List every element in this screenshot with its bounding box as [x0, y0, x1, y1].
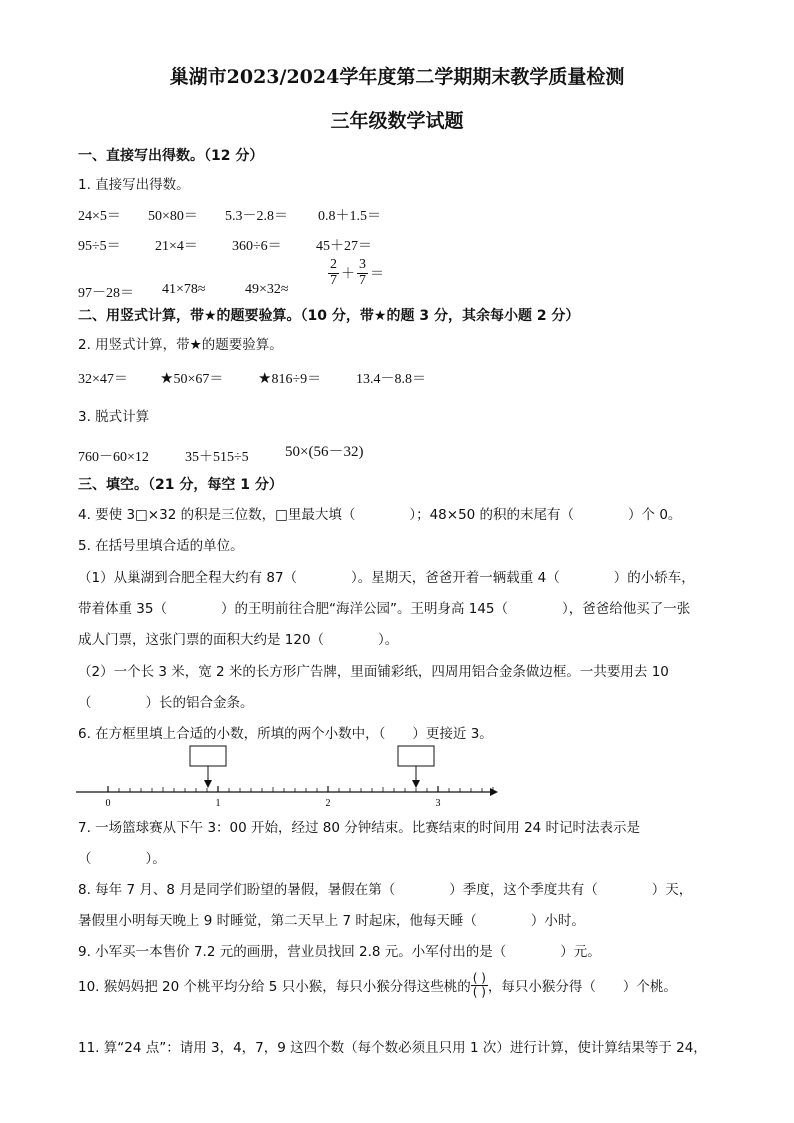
calc-item: 49×32≈ [245, 282, 289, 297]
calc-item: 35＋515÷5 [185, 450, 249, 465]
plus-sign: ＋ [341, 267, 355, 283]
fraction-denominator: 7 [330, 272, 337, 288]
fraction-denominator: 7 [359, 272, 366, 288]
tick-label: 0 [105, 798, 111, 809]
question-5: 5. 在括号里填合适的单位。 [78, 538, 244, 554]
calc-item: 24×5＝ [78, 209, 121, 224]
question-9: 9. 小军买一本售价 7.2 元的画册，营业员找回 2.8 元。小军付出的是（ ）元。 [78, 944, 601, 960]
calc-item: 5.3－2.8＝ [225, 209, 288, 224]
calc-item: 41×78≈ [162, 282, 206, 297]
tick-label: 1 [215, 798, 221, 809]
question-7-line-1: 7. 一场篮球赛从下午 3：00 开始，经过 80 分钟结束。比赛结束的时间用 24 时记时法表示是 [78, 820, 641, 836]
calc-item: 97－28＝ [78, 286, 134, 301]
fraction-a [328, 258, 339, 288]
arrow-right-icon [490, 788, 498, 796]
question-1-label: 1. 直接写出得数。 [78, 177, 190, 193]
section-2-heading: 二、用竖式计算，带★的题要验算。（10 分，带★的题 3 分，其余每小题 2 分） [78, 308, 580, 324]
fraction-numerator: 2 [330, 257, 337, 272]
fraction-denominator: ( ) [472, 984, 486, 999]
calc-item: 21×4＝ [155, 239, 198, 254]
question-5-1-line-1: （1）从巢湖到合肥全程大约有 87（ ）。星期天，爸爸开着一辆载重 4（ ）的小轿车， [78, 570, 695, 586]
fraction-numerator: ( ) [472, 971, 486, 985]
question-8-line-1: 8. 每年 7 月、8 月是同学们盼望的暑假，暑假在第（ ）季度，这个季度共有（ ）天， [78, 882, 693, 898]
question-10-text-b: ，每只小猴分得（ ）个桃。 [487, 979, 677, 996]
calc-item: 50×80＝ [148, 209, 198, 224]
star-icon: ★ [160, 371, 174, 387]
calc-item-starred [160, 368, 223, 388]
question-3-label: 3. 脱式计算 [78, 409, 150, 425]
equals-sign: ＝ [370, 267, 384, 283]
calc-item-starred [258, 368, 321, 388]
arrow-down-icon [204, 780, 212, 788]
calc-item: 45＋27＝ [316, 239, 372, 254]
section-3-heading: 三、填空。（21 分，每空 1 分） [78, 477, 283, 493]
number-line [70, 742, 500, 812]
calc-text: 50×67＝ [173, 372, 224, 387]
calc-item: 50×(56－32) [285, 444, 364, 460]
question-5-1-line-2: 带着体重 35（ ）的王明前往合肥“海洋公园”。王明身高 145（ ），爸爸给他买了一张 [78, 601, 691, 617]
question-5-1-line-3: 成人门票，这张门票的面积大约是 120（ ）。 [78, 632, 399, 648]
question-5-2-line-1: （2）一个长 3 米，宽 2 米的长方形广告牌，里面铺彩纸，四周用铝合金条做边框。一共要用去 10 [78, 664, 669, 680]
calc-item: 95÷5＝ [78, 239, 121, 254]
question-10 [78, 972, 677, 998]
calc-item: 360÷6＝ [232, 239, 282, 254]
calc-text: 816÷9＝ [271, 372, 322, 387]
tick-label: 2 [325, 798, 331, 809]
question-8-line-2: 暑假里小明每天晚上 9 时睡觉，第二天早上 7 时起床，他每天睡（ ）小时。 [78, 913, 585, 929]
question-10-text-a: 10. 猴妈妈把 20 个桃平均分给 5 只小猴，每只小猴分得这些桃的 [78, 979, 471, 996]
section-1-heading: 一、直接写出得数。（12 分） [78, 148, 264, 164]
question-5-2-line-2: （ ）长的铝合金条。 [78, 695, 254, 711]
question-6: 6. 在方框里填上合适的小数，所填的两个小数中，（ ）更接近 3。 [78, 726, 493, 742]
exam-subtitle: 三年级数学试题 [330, 110, 464, 132]
calc-item: 32×47＝ [78, 372, 128, 387]
number-line-ticks [108, 786, 493, 792]
question-11: 11. 算“24 点”：请用 3，4，7，9 这四个数（每个数必须且只用 1 次）进行计算，使计算结果等于 24， [78, 1040, 707, 1056]
fraction-b [357, 258, 368, 288]
star-icon: ★ [258, 371, 272, 387]
answer-box-left [190, 746, 226, 766]
fraction-expression [328, 258, 384, 288]
calc-item: 0.8＋1.5＝ [318, 209, 381, 224]
tick-label: 3 [435, 798, 441, 809]
question-2-label: 2. 用竖式计算，带★的题要验算。 [78, 337, 283, 353]
fraction-numerator: 3 [359, 257, 366, 272]
answer-box-right [398, 746, 434, 766]
question-7-line-2: （ ）。 [78, 851, 166, 867]
exam-title: 巢湖市2023/2024学年度第二学期期末教学质量检测 [169, 66, 625, 88]
arrow-down-icon [412, 780, 420, 788]
blank-fraction [471, 972, 488, 998]
calc-item: 13.4－8.8＝ [356, 372, 426, 387]
question-4: 4. 要使 3□×32 的积是三位数，□里最大填（ ）；48×50 的积的末尾有（ ）个 0。 [78, 507, 682, 523]
calc-item: 760－60×12 [78, 450, 149, 465]
